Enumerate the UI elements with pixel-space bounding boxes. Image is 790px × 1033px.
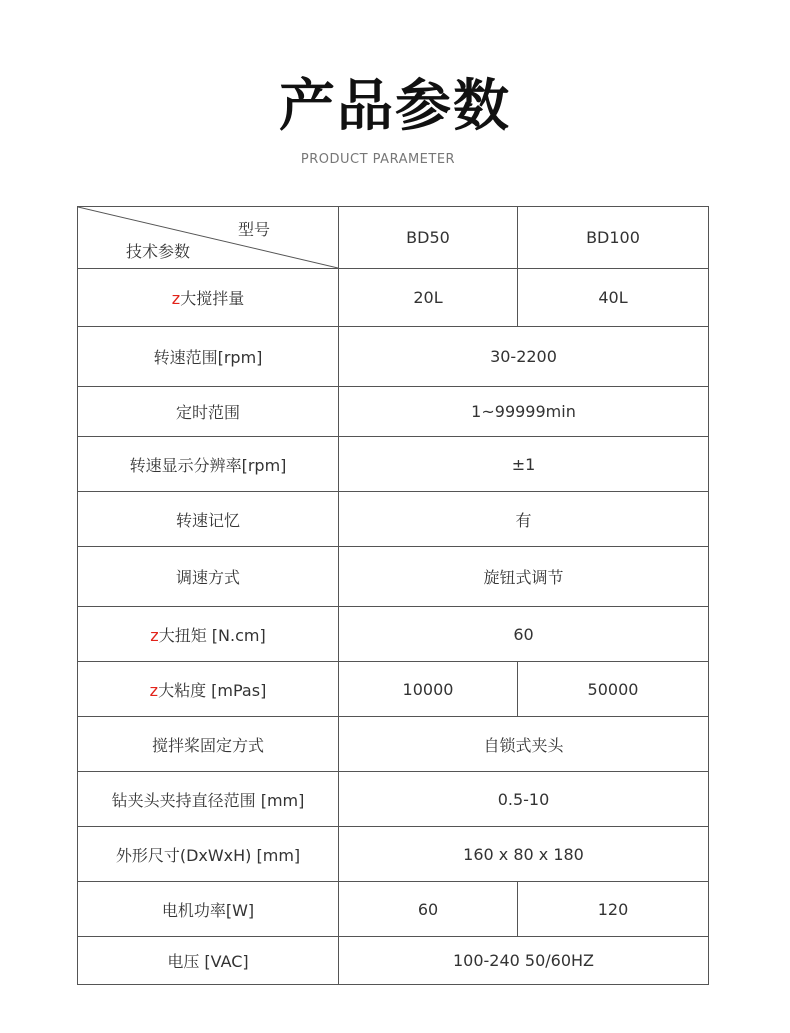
table-row: [78, 387, 709, 437]
label-prefix: z: [150, 625, 159, 645]
parameter-value-cell: 60: [339, 882, 518, 937]
parameter-label: 电压 [VAC]: [167, 952, 249, 971]
table-row: [78, 492, 709, 547]
label-prefix: z: [171, 289, 181, 308]
parameter-value-cell: 0.5-10: [339, 772, 709, 827]
parameter-label-cell: [78, 547, 339, 607]
parameter-label: 外形尺寸(DxWxH) [mm]: [115, 845, 301, 865]
table-row: [78, 827, 709, 882]
diagonal-divider: [78, 207, 338, 268]
table-header-row: [78, 207, 709, 269]
parameter-value-cell: 60: [339, 607, 709, 662]
table-row: [78, 437, 709, 492]
table-row: [78, 327, 709, 387]
parameter-label: 电机功率[W]: [161, 900, 255, 920]
parameter-label: 转速显示分辨率[rpm]: [129, 455, 287, 475]
table-row: [78, 547, 709, 607]
parameter-label-cell: [78, 882, 339, 937]
parameter-label-cell: [78, 772, 339, 827]
parameter-value-cell: 30-2200: [339, 327, 709, 387]
parameter-value-cell: ±1: [339, 437, 709, 492]
parameter-value-cell: 50000: [518, 662, 709, 717]
parameter-label: 大扭矩 [N.cm]: [158, 625, 266, 645]
parameter-value-cell: 自锁式夹头: [339, 717, 709, 772]
table-row: [78, 882, 709, 937]
label-prefix: z: [149, 680, 159, 700]
parameter-label-cell: [78, 937, 339, 985]
parameter-value-cell: 100-240 50/60HZ: [339, 937, 709, 985]
parameter-label-cell: [78, 827, 339, 882]
parameter-value-cell: 160 x 80 x 180: [339, 827, 709, 882]
corner-parameter-label: 技术参数: [126, 242, 191, 261]
parameter-value-cell: 旋钮式调节: [339, 547, 709, 607]
parameter-label-cell: [78, 662, 339, 717]
parameter-value-cell: 40L: [518, 269, 709, 327]
parameter-label-cell: [78, 387, 339, 437]
table-row: [78, 662, 709, 717]
parameter-label: 定时范围: [175, 403, 240, 422]
table-row: [78, 937, 709, 985]
parameter-label: 大搅拌量: [180, 289, 245, 308]
parameter-label-cell: [78, 717, 339, 772]
spec-table: [77, 206, 709, 985]
parameter-label: 调速方式: [175, 568, 240, 587]
parameter-label-cell: [78, 492, 339, 547]
parameter-label-cell: [78, 437, 339, 492]
corner-model-label: 型号: [237, 220, 270, 239]
parameter-value-cell: 1~99999min: [339, 387, 709, 437]
parameter-label: 大粘度 [mPas]: [158, 680, 267, 700]
parameter-label: 钻夹头夹持直径范围 [mm]: [111, 790, 305, 810]
parameter-value-cell: 20L: [339, 269, 518, 327]
parameter-value-cell: 10000: [339, 662, 518, 717]
table-row: [78, 607, 709, 662]
parameter-label-cell: [78, 327, 339, 387]
parameter-label: 转速范围[rpm]: [153, 348, 263, 367]
model-header-bd50: BD50: [339, 207, 518, 269]
parameter-value-cell: 有: [339, 492, 709, 547]
corner-header-cell: [78, 207, 339, 269]
page-title: 产品参数: [279, 74, 511, 139]
parameter-label: 搅拌桨固定方式: [151, 735, 264, 755]
table-row: [78, 717, 709, 772]
table-row: [78, 772, 709, 827]
parameter-label-cell: [78, 607, 339, 662]
model-header-bd100: BD100: [518, 207, 709, 269]
parameter-value-cell: 120: [518, 882, 709, 937]
table-row: [78, 269, 709, 327]
parameter-label-cell: [78, 269, 339, 327]
parameter-label: 转速记忆: [175, 510, 240, 530]
page-subtitle: PRODUCT PARAMETER: [300, 152, 456, 167]
